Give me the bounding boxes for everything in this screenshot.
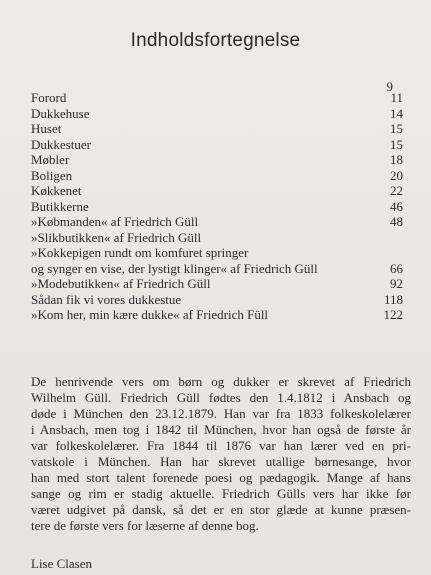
page-title: Indholdsfortegnelse bbox=[130, 30, 301, 51]
toc-entry-page: 66 bbox=[390, 260, 403, 276]
toc-entry bbox=[31, 168, 403, 184]
toc-entry bbox=[31, 199, 403, 215]
toc-entry bbox=[31, 106, 403, 122]
toc-entry bbox=[31, 214, 403, 230]
toc-entry-title: »Slikbutikken« af Friedrich Güll bbox=[31, 229, 202, 245]
toc-entry-page: 18 bbox=[390, 152, 403, 167]
toc-entry-page: 14 bbox=[390, 105, 403, 121]
toc-entry bbox=[31, 276, 403, 292]
toc-entry-page: 122 bbox=[383, 307, 403, 322]
toc-entry-title: og synger en vise, der lystigt klinger« af Friedrich Güll bbox=[31, 260, 318, 276]
paragraph-line: han med stort talent forenede poesi og pædagogik. Mange af hans bbox=[31, 470, 411, 485]
paragraph-line: i Ansbach, men tog i 1842 til München, hvor han også de første år bbox=[31, 422, 411, 437]
paragraph-line: vatskole i München. Han har skrevet utallige børnesange, hvor bbox=[31, 454, 411, 469]
toc-entry bbox=[31, 292, 403, 308]
toc-entry-title: Dukkehuse bbox=[31, 105, 90, 121]
paragraph-line: været udgivet på dansk, så det er en stor glæde at kunne præsen- bbox=[31, 502, 411, 517]
toc-entry-title: »Modebutikken« af Friedrich Güll bbox=[31, 276, 211, 291]
toc-entry-title: Huset bbox=[31, 121, 62, 136]
toc-entry bbox=[31, 90, 403, 106]
toc-entry bbox=[31, 137, 403, 153]
toc-entry bbox=[31, 121, 403, 137]
toc-entry-title: Boligen bbox=[31, 167, 73, 183]
intro-paragraph bbox=[31, 374, 411, 534]
toc-entry bbox=[31, 230, 403, 246]
paragraph-line: var folkeskolelærer. Fra 1844 til 1876 var han lærer ved en pri- bbox=[31, 438, 411, 453]
toc-entry-title: Møbler bbox=[31, 152, 70, 167]
toc-entry-title: Dukkestuer bbox=[31, 136, 91, 152]
toc-entry-title: »Kokkepigen rundt om komfuret springer bbox=[31, 245, 249, 260]
toc-first-page-number: 9 bbox=[386, 79, 393, 94]
toc-entry-page: 11 bbox=[390, 90, 403, 105]
toc-entry bbox=[31, 183, 403, 199]
toc-entry-page: 46 bbox=[390, 198, 403, 214]
toc-entry-title: Forord bbox=[31, 90, 67, 105]
toc-entry-title: »Købmanden« af Friedrich Güll bbox=[31, 214, 199, 229]
toc-entry-page: 22 bbox=[390, 183, 403, 198]
toc-entry-title: Sådan fik vi vores dukkestue bbox=[31, 291, 182, 307]
toc-entry-title: »Kom her, min kære dukke« af Friedrich Füll bbox=[31, 307, 269, 322]
paragraph-line: tere de første vers for læserne af denne bog. bbox=[31, 518, 259, 533]
toc-entry-page: 92 bbox=[390, 276, 403, 291]
toc-entry bbox=[31, 261, 403, 277]
toc-entry-page: 118 bbox=[383, 291, 403, 307]
paragraph-line: Wilhelm Güll. Friedrich Güll fødtes den 1.4.1812 i Ansbach og bbox=[31, 390, 411, 405]
toc-entry bbox=[31, 245, 403, 261]
toc-entry-page: 20 bbox=[390, 167, 403, 183]
toc-entry bbox=[31, 152, 403, 168]
paragraph-line: De henrivende vers om børn og dukker er skrevet af Friedrich bbox=[31, 374, 411, 389]
toc-entry bbox=[31, 307, 403, 323]
paragraph-line: døde i München den 23.12.1879. Han var fra 1833 folkeskolelærer bbox=[31, 406, 411, 421]
author-signature: Lise Clasen bbox=[31, 556, 93, 571]
toc-entry-page: 48 bbox=[390, 214, 403, 229]
paragraph-line: sange og rim er stadig aktuelle. Friedrich Gülls vers har ikke før bbox=[31, 486, 411, 501]
toc-entry-title: Butikkerne bbox=[31, 198, 89, 214]
toc-entry-page: 15 bbox=[390, 121, 403, 136]
toc-entry-page: 15 bbox=[390, 136, 403, 152]
table-of-contents bbox=[31, 90, 403, 323]
toc-entry-title: Køkkenet bbox=[31, 183, 82, 198]
